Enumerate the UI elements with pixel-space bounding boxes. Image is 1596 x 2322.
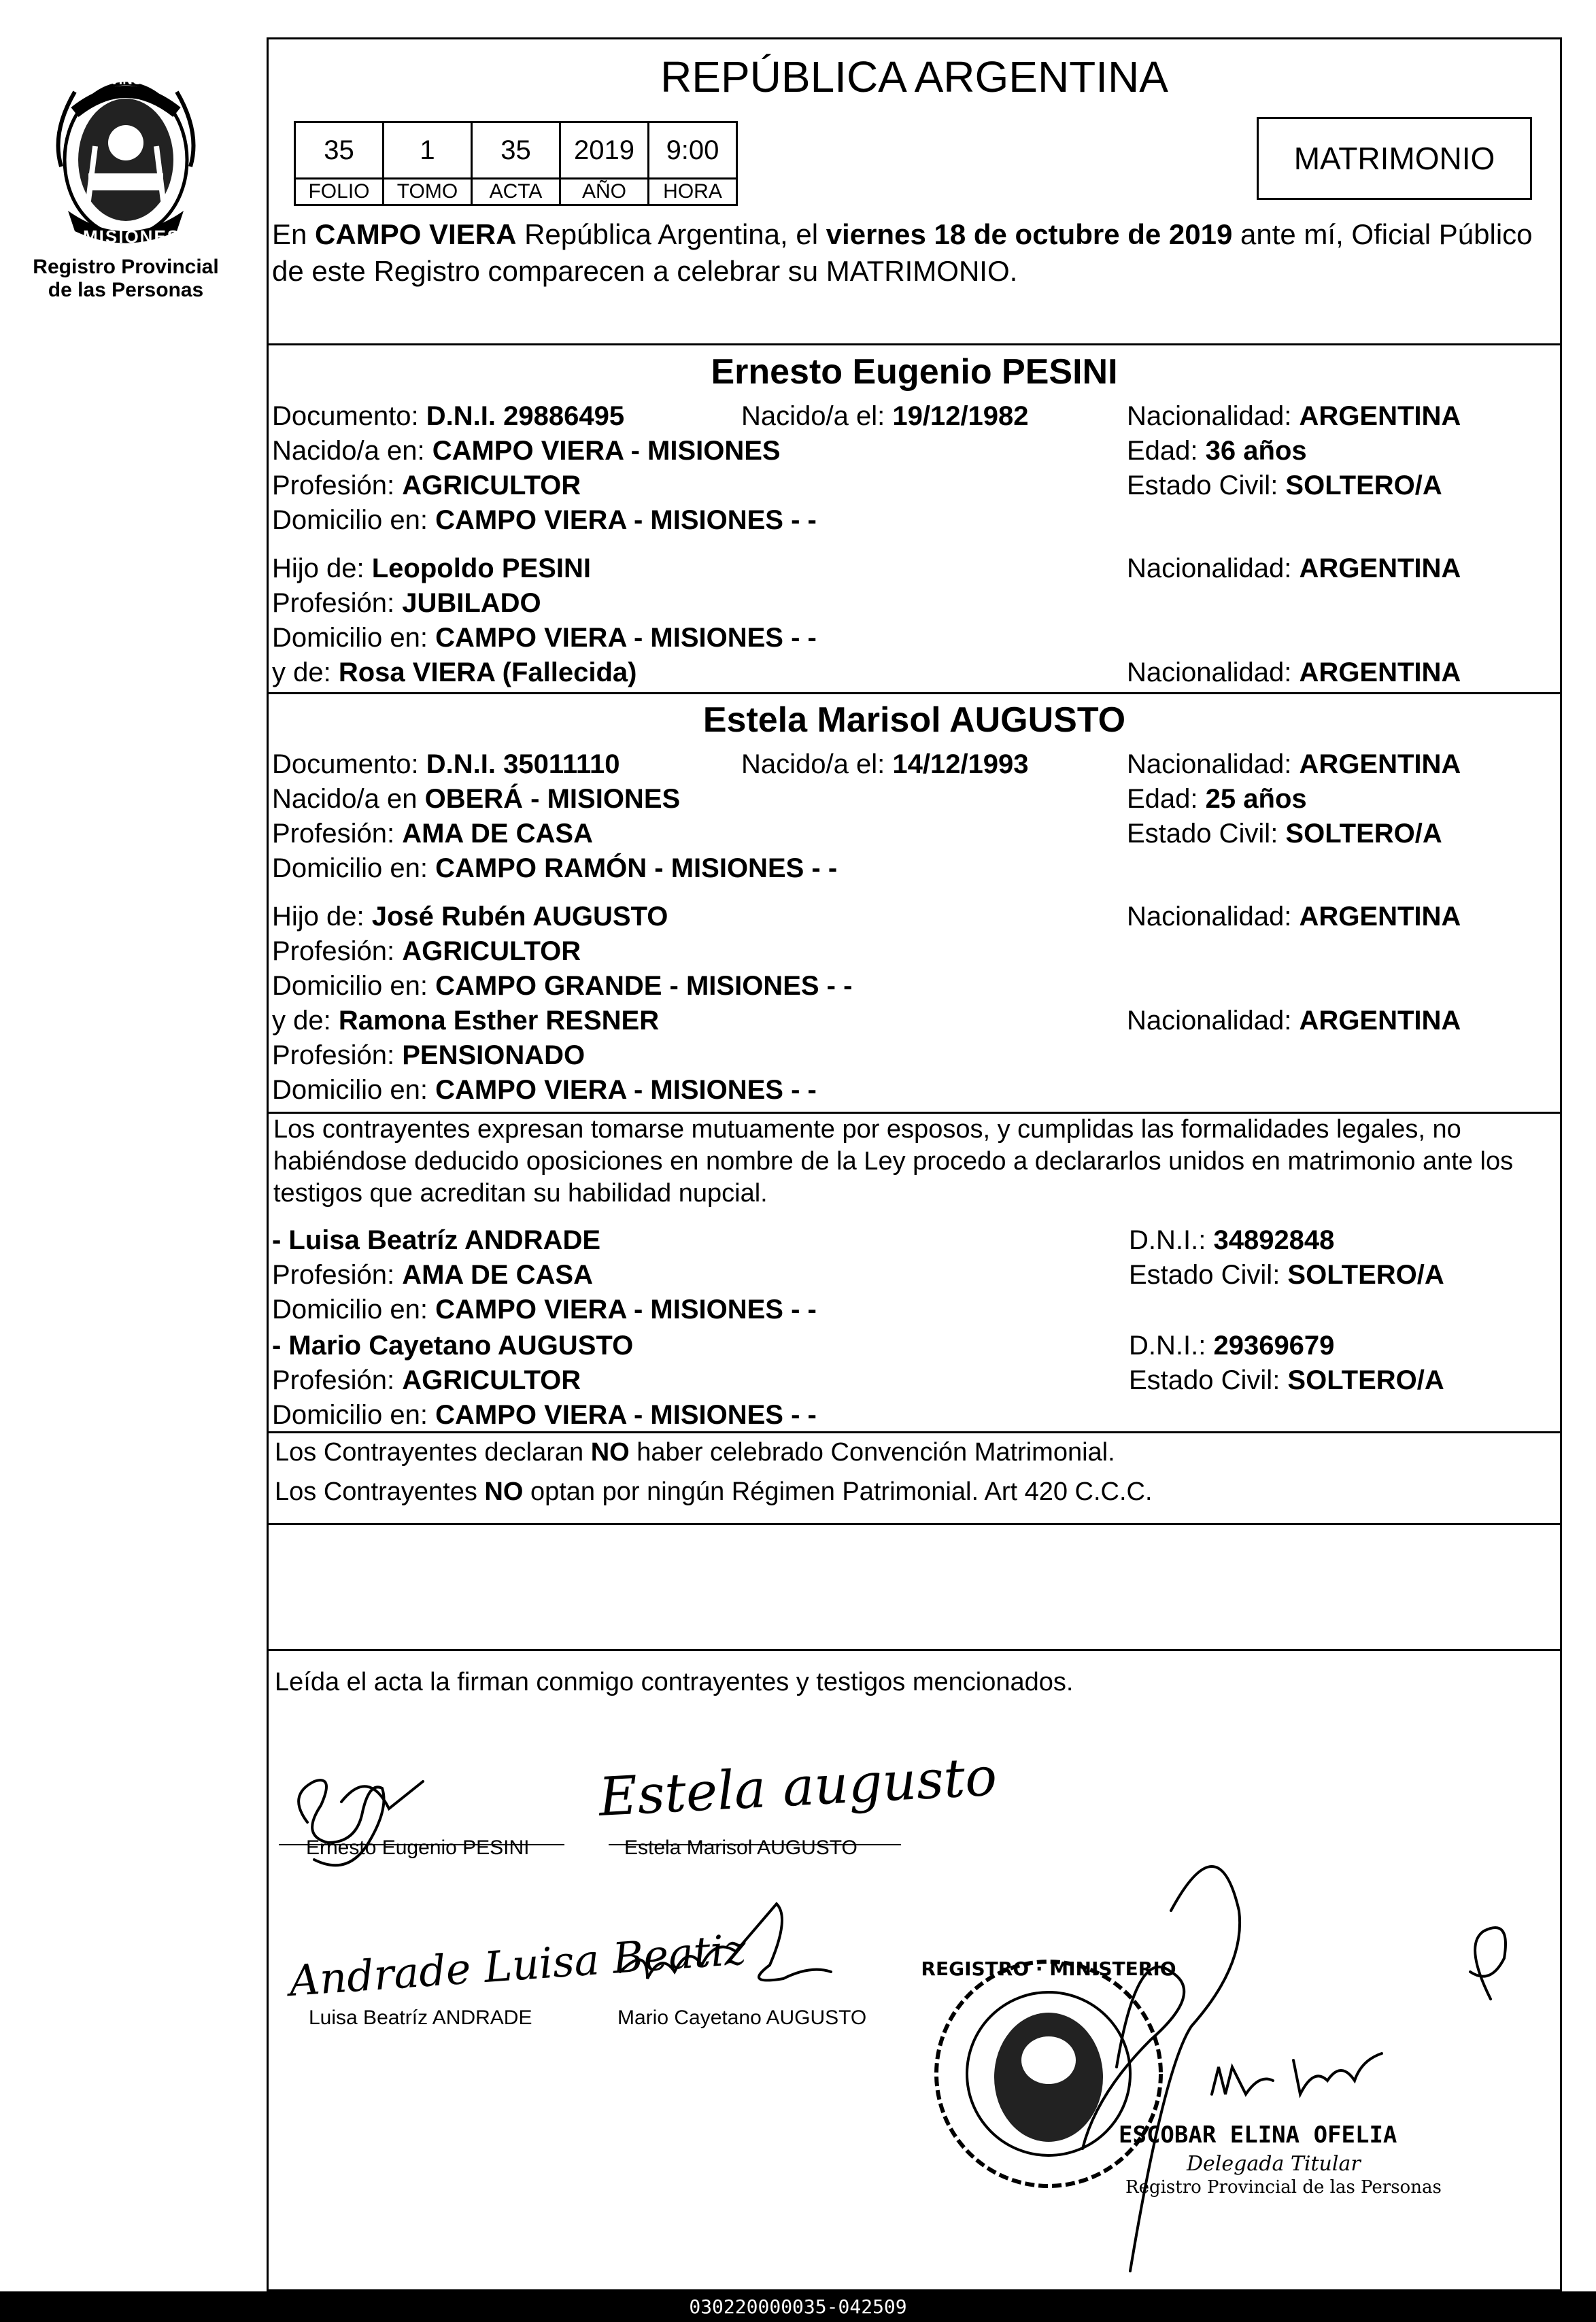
witness-value: CAMPO VIERA - MISIONES - - (435, 1295, 817, 1325)
witness-field (1129, 1329, 1334, 1362)
divider (267, 1649, 1562, 1651)
witness1-signature-label: Luisa Beatríz ANDRADE (309, 2007, 532, 2029)
misiones-coat-of-arms-icon (48, 65, 204, 252)
field-value: D.N.I. 29886495 (426, 401, 625, 431)
field-value: ARGENTINA (1299, 749, 1461, 779)
tomo-label: TOMO (384, 179, 472, 205)
witness-value: AMA DE CASA (402, 1260, 593, 1290)
field-value: Rosa VIERA (Fallecida) (338, 658, 637, 687)
detail-field (1127, 748, 1461, 781)
hour-value: 9:00 (649, 122, 737, 179)
witness-field (1129, 1224, 1334, 1257)
document-title: REPÚBLICA ARGENTINA (660, 52, 1168, 101)
intro-text: En (272, 218, 316, 250)
field-label: Estado Civil: (1127, 819, 1286, 849)
groom-signature-label: Ernesto Eugenio PESINI (306, 1837, 530, 1859)
closing-statement: Leída el acta la firman conmigo contrayentes y testigos mencionados. (275, 1668, 1074, 1696)
witness-label: Domicilio en: (272, 1400, 436, 1430)
field-value: CAMPO VIERA - MISIONES - - (435, 1075, 817, 1105)
field-label: Edad: (1127, 436, 1206, 466)
detail-field (1127, 400, 1461, 432)
witness-label: D.N.I.: (1129, 1331, 1214, 1361)
divider (267, 692, 1562, 694)
field-label: Nacido/a en: (272, 436, 432, 466)
witness-value: - Mario Cayetano AUGUSTO (272, 1331, 634, 1361)
detail-field (1127, 434, 1307, 467)
intro-place: CAMPO VIERA (315, 218, 517, 250)
document-barcode-code: 030220000035-042509 (0, 2291, 1596, 2322)
detail-field (272, 748, 619, 781)
divider (267, 1431, 1562, 1433)
field-value: 25 años (1205, 784, 1307, 814)
acta-label: ACTA (472, 179, 560, 205)
field-label: y de: (272, 658, 339, 687)
field-label: Nacido/a el: (741, 401, 893, 431)
bride-signature-label: Estela Marisol AUGUSTO (624, 1837, 858, 1859)
field-value: ARGENTINA (1299, 553, 1461, 583)
field-value: ARGENTINA (1299, 1006, 1461, 1036)
regimen-text: optan por ningún Régimen Patrimonial. Art 420 C.C.C. (523, 1478, 1153, 1506)
field-value: 19/12/1982 (892, 401, 1029, 431)
detail-field (272, 656, 636, 689)
registry-stamp (921, 1958, 1176, 2186)
detail-field (272, 817, 593, 850)
field-label: Nacionalidad: (1127, 658, 1300, 687)
field-value: PENSIONADO (402, 1040, 585, 1070)
witness-value: 29369679 (1213, 1331, 1335, 1361)
witness-value: - Luisa Beatríz ANDRADE (272, 1225, 601, 1255)
witness-field (272, 1293, 817, 1326)
field-value: CAMPO VIERA - MISIONES - - (435, 505, 817, 535)
year-label: AÑO (560, 179, 649, 205)
field-label: Profesión: (272, 471, 403, 500)
witness-value: CAMPO VIERA - MISIONES - - (435, 1400, 817, 1430)
witness-label: Domicilio en: (272, 1295, 436, 1325)
field-label: Domicilio en: (272, 853, 436, 883)
detail-field (1127, 783, 1307, 815)
field-value: SOLTERO/A (1285, 819, 1442, 849)
field-value: Ramona Esther RESNER (338, 1006, 660, 1036)
folio-value: 35 (295, 122, 384, 179)
detail-field (272, 434, 781, 467)
witness-label: Estado Civil: (1129, 1365, 1288, 1395)
detail-field (1127, 656, 1461, 689)
logo-banner-text: MISIONES (83, 226, 181, 247)
field-label: Profesión: (272, 936, 403, 966)
detail-field (1127, 469, 1442, 502)
detail-field (272, 783, 680, 815)
detail-field (1127, 1004, 1461, 1037)
official-role: Delegada Titular (1187, 2152, 1361, 2176)
witness-label: Profesión: (272, 1260, 403, 1290)
field-label: Profesión: (272, 819, 403, 849)
registry-logo (27, 65, 224, 309)
witness-value: SOLTERO/A (1287, 1365, 1444, 1395)
detail-field (272, 552, 591, 585)
field-value: ARGENTINA (1299, 658, 1461, 687)
witness-label: Estado Civil: (1129, 1260, 1288, 1290)
field-label: Domicilio en: (272, 1075, 436, 1105)
field-label: Domicilio en: (272, 971, 436, 1001)
intro-date: viernes 18 de octubre de 2019 (826, 218, 1233, 250)
witness-field (272, 1329, 633, 1362)
detail-field (272, 621, 817, 654)
bride-name-heading: Estela Marisol AUGUSTO (702, 700, 1126, 740)
witness-field (272, 1224, 600, 1257)
field-value: Leopoldo PESINI (371, 553, 591, 583)
witness-value: SOLTERO/A (1287, 1260, 1444, 1290)
witness-field (272, 1364, 581, 1397)
folio-table (294, 121, 738, 206)
witness2-signature-label: Mario Cayetano AUGUSTO (617, 2007, 867, 2029)
detail-field (741, 400, 1029, 432)
field-label: Domicilio en: (272, 505, 436, 535)
official-organization: Registro Provincial de las Personas (1125, 2177, 1442, 2198)
field-label: Profesión: (272, 588, 403, 618)
field-label: Nacionalidad: (1127, 749, 1300, 779)
field-value: ARGENTINA (1299, 401, 1461, 431)
field-label: Nacido/a el: (741, 749, 893, 779)
convention-text: Los Contrayentes declaran (275, 1438, 591, 1467)
field-value: 36 años (1205, 436, 1307, 466)
convention-statement (275, 1436, 1115, 1469)
bride-handwritten-signature: Estela augusto (597, 1746, 999, 1828)
field-value: OBERÁ - MISIONES (424, 784, 681, 814)
field-value: AGRICULTOR (402, 936, 581, 966)
field-value: CAMPO GRANDE - MISIONES - - (435, 971, 853, 1001)
regimen-statement (275, 1475, 1153, 1508)
intro-paragraph (272, 216, 1557, 290)
field-label: Nacionalidad: (1127, 902, 1300, 932)
convention-text: haber celebrado Convención Matrimonial. (629, 1438, 1115, 1467)
official-signature (1083, 1866, 1382, 2271)
detail-field (272, 1039, 585, 1072)
detail-field (272, 587, 541, 619)
detail-field (741, 748, 1029, 781)
official-name: ESCOBAR ELINA OFELIA (1119, 2121, 1397, 2149)
detail-field (272, 400, 624, 432)
field-value: José Rubén AUGUSTO (371, 902, 668, 932)
field-label: Edad: (1127, 784, 1206, 814)
registry-caption: Registro Provincial de las Personas (33, 256, 219, 301)
field-label: Documento: (272, 749, 426, 779)
field-value: JUBILADO (402, 588, 541, 618)
detail-field (1127, 552, 1461, 585)
intro-text: República Argentina, el (516, 218, 826, 250)
field-value: AGRICULTOR (402, 471, 581, 500)
field-label: Hijo de: (272, 902, 372, 932)
field-value: CAMPO VIERA - MISIONES - - (435, 623, 817, 653)
field-value: D.N.I. 35011110 (426, 749, 620, 779)
witness-value: AGRICULTOR (402, 1365, 581, 1395)
regimen-no: NO (484, 1478, 524, 1506)
initial-mark (1470, 1928, 1506, 1999)
field-label: Hijo de: (272, 553, 372, 583)
detail-field (272, 469, 581, 502)
witness1-handwritten-signature: Andrade Luisa Beatiz (287, 1924, 748, 2006)
field-value: ARGENTINA (1299, 902, 1461, 932)
field-label: Nacionalidad: (1127, 401, 1300, 431)
detail-field (272, 1074, 817, 1106)
record-type-box: MATRIMONIO (1257, 117, 1532, 200)
witness-field (1129, 1259, 1444, 1291)
detail-field (1127, 900, 1461, 933)
field-value: CAMPO RAMÓN - MISIONES - - (435, 853, 838, 883)
detail-field (272, 970, 852, 1002)
tomo-value: 1 (384, 122, 472, 179)
field-label: y de: (272, 1006, 339, 1036)
witness-field (272, 1259, 593, 1291)
stamp-ring-text: REGISTRO · MINISTERIO (921, 1958, 1176, 1980)
detail-field (272, 935, 581, 968)
field-label: Profesión: (272, 1040, 403, 1070)
logo-arc-text: PROVINCIA DE (80, 73, 178, 88)
regimen-text: Los Contrayentes (275, 1478, 485, 1506)
witness-value: 34892848 (1213, 1225, 1335, 1255)
convention-no: NO (590, 1438, 630, 1467)
field-value: CAMPO VIERA - MISIONES (432, 436, 781, 466)
hour-label: HORA (649, 179, 737, 205)
detail-field (1127, 817, 1442, 850)
field-label: Nacionalidad: (1127, 553, 1300, 583)
declaration-paragraph: Los contrayentes expresan tomarse mutuamente por esposos, y cumplidas las formalidades legales, no habiéndose deducido oposiciones en nombre de la Ley procedo a declararlos unidos en matrimonio ante los testigos que acreditan su habilidad nupcial. (273, 1115, 1514, 1208)
year-value: 2019 (560, 122, 649, 179)
detail-field (272, 504, 817, 536)
folio-label: FOLIO (295, 179, 384, 205)
witness-label: D.N.I.: (1129, 1225, 1214, 1255)
field-value: 14/12/1993 (892, 749, 1029, 779)
field-label: Domicilio en: (272, 623, 436, 653)
detail-field (272, 900, 668, 933)
witness-label: Profesión: (272, 1365, 403, 1395)
field-label: Nacido/a en (272, 784, 425, 814)
field-value: AMA DE CASA (402, 819, 593, 849)
acta-value: 35 (472, 122, 560, 179)
intro-text: ante mí, Oficial Público de este Registro comparecen a celebrar su MATRIMONIO. (272, 218, 1533, 287)
divider (267, 343, 1562, 345)
field-label: Documento: (272, 401, 426, 431)
groom-name-heading: Ernesto Eugenio PESINI (711, 352, 1118, 392)
divider (267, 1523, 1562, 1525)
detail-field (272, 852, 837, 885)
detail-field (272, 1004, 659, 1037)
field-value: SOLTERO/A (1285, 471, 1442, 500)
field-label: Estado Civil: (1127, 471, 1286, 500)
witness-field (272, 1399, 817, 1431)
field-label: Nacionalidad: (1127, 1006, 1300, 1036)
witness-field (1129, 1364, 1444, 1397)
